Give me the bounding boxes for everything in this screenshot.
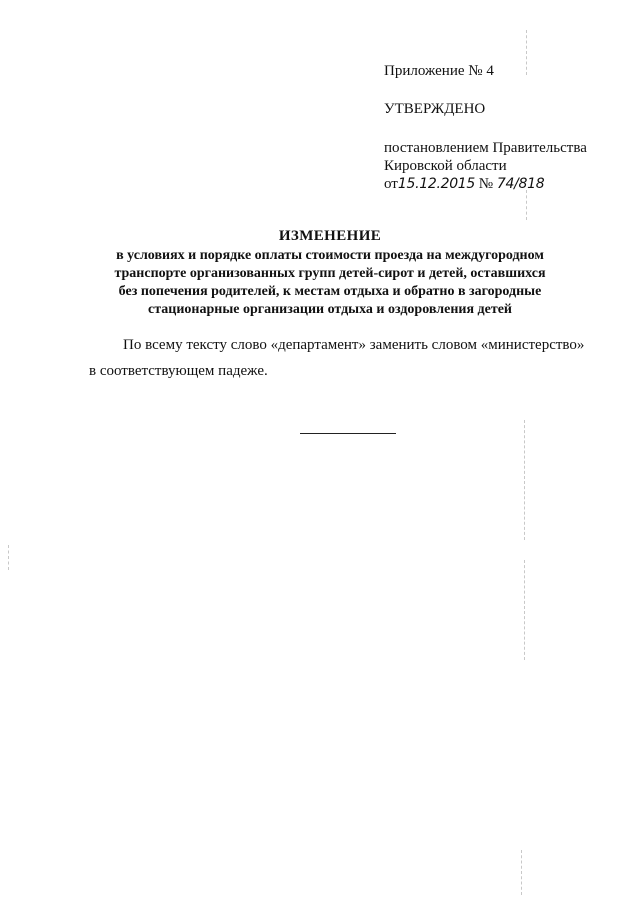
decree-line: постановлением Правительства: [384, 140, 587, 156]
scan-artifact-line: [524, 420, 525, 540]
title-subtitle-line: без попечения родителей, к местам отдыха и обратно в загородные: [118, 284, 542, 299]
scan-artifact-line: [521, 850, 522, 895]
date-number-line: [384, 175, 624, 193]
approved-label: УТВЕРЖДЕНО: [384, 101, 486, 117]
approval-block: [384, 62, 624, 193]
region-line: Кировской области: [384, 158, 507, 174]
number-prefix: №: [478, 176, 494, 192]
title-subtitle-line: транспорте организованных групп детей-сирот и детей, оставшихся: [114, 266, 546, 281]
appendix-number: Приложение № 4: [384, 63, 494, 79]
handwritten-number: 74/818: [496, 176, 545, 192]
scan-artifact-line: [524, 560, 525, 660]
closing-rule: [300, 433, 396, 434]
scan-artifact-line: [8, 545, 9, 570]
handwritten-date: 15.12.2015: [397, 176, 476, 192]
body-paragraph-line: По всему тексту слово «департамент» заменить словом «министерство»: [123, 337, 585, 353]
body-paragraph-line: в соответствующем падеже.: [89, 363, 268, 379]
document-title: [60, 227, 600, 319]
date-prefix: от: [384, 176, 398, 192]
title-subtitle-line: в условиях и порядке оплаты стоимости проезда на междугородном: [116, 248, 544, 263]
scan-artifact-line: [526, 190, 527, 220]
title-subtitle-line: стационарные организации отдыха и оздоровления детей: [148, 302, 512, 317]
title-heading: ИЗМЕНЕНИЕ: [278, 228, 382, 244]
